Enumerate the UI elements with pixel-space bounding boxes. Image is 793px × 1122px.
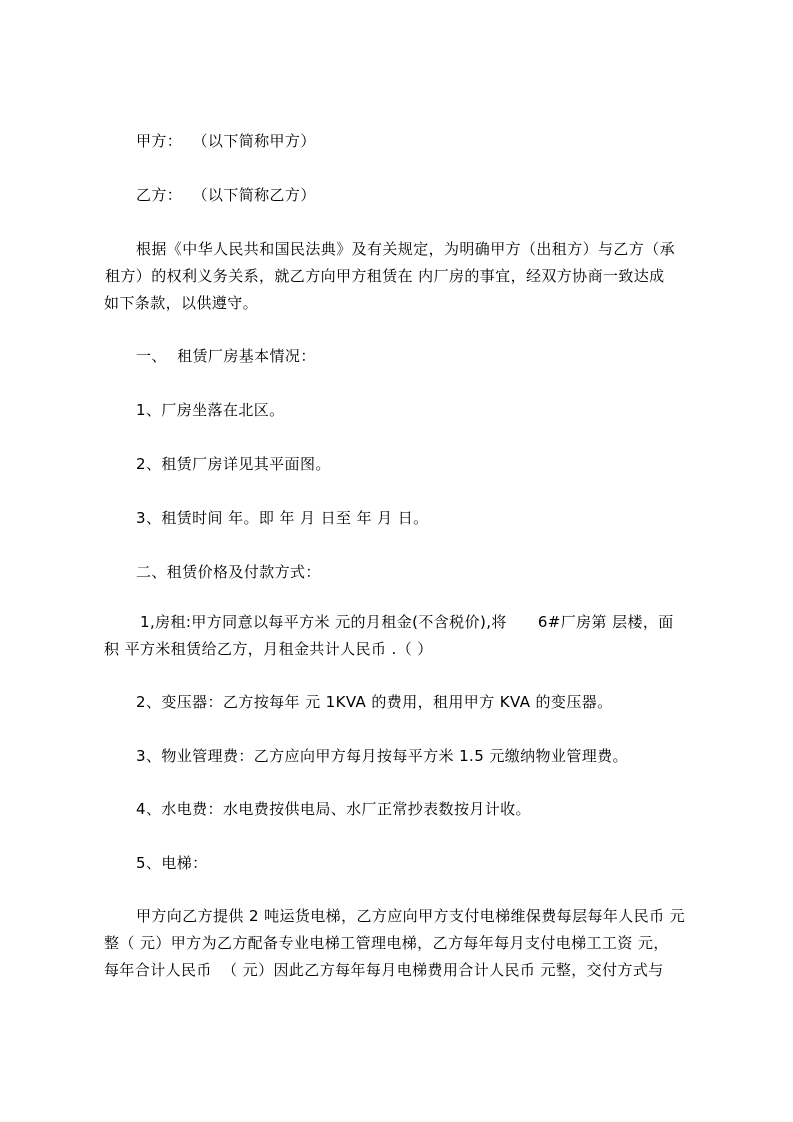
transformer-line: 2、变压器：乙方按每年 元 1KVA 的费用，租用甲方 KVA 的变压器。 bbox=[136, 693, 613, 711]
elevator-line-3: 每年合计人民币 （ 元）因此乙方每年每月电梯费用合计人民币 元整，交付方式与 bbox=[104, 961, 664, 979]
section-2-heading: 二、租赁价格及付款方式： bbox=[136, 563, 321, 581]
section-1-heading: 一、 租赁厂房基本情况： bbox=[136, 347, 316, 365]
section-1-item-1: 1、厂房坐落在北区。 bbox=[136, 401, 285, 419]
section-1-item-3: 3、租赁时间 年。即 年 月 日至 年 月 日。 bbox=[136, 509, 429, 527]
section-1-item-2: 2、租赁厂房详见其平面图。 bbox=[136, 455, 331, 473]
elevator-line-2: 整（ 元）甲方为乙方配备专业电梯工管理电梯，乙方每年每月支付电梯工工资 元， bbox=[104, 934, 669, 952]
party-b-line: 乙方： （以下简称乙方） bbox=[136, 186, 316, 204]
property-fee-line: 3、物业管理费：乙方应向甲方每月按每平方米 1.5 元缴纳物业管理费。 bbox=[136, 747, 628, 765]
rent-line-2: 积 平方米租赁给乙方，月租金共计人民币 .（ ） bbox=[104, 640, 433, 658]
utilities-line: 4、水电费：水电费按供电局、水厂正常抄表数按月计收。 bbox=[136, 800, 531, 818]
elevator-heading: 5、电梯： bbox=[136, 854, 208, 872]
intro-line-3: 如下条款，以供遵守。 bbox=[104, 294, 259, 312]
intro-line-1: 根据《中华人民共和国民法典》及有关规定，为明确甲方（出租方）与乙方（承 bbox=[136, 240, 676, 258]
party-a-line: 甲方： （以下简称甲方） bbox=[136, 132, 316, 150]
rent-line-1: 1,房租:甲方同意以每平方米 元的月租金(不含税价),将 6#厂房第 层楼，面 bbox=[140, 613, 674, 631]
elevator-line-1: 甲方向乙方提供 2 吨运货电梯，乙方应向甲方支付电梯维保费每层每年人民币 元 bbox=[136, 907, 686, 925]
intro-line-2: 租方）的权利义务关系，就乙方向甲方租赁在 内厂房的事宜，经双方协商一致达成 bbox=[105, 267, 665, 285]
